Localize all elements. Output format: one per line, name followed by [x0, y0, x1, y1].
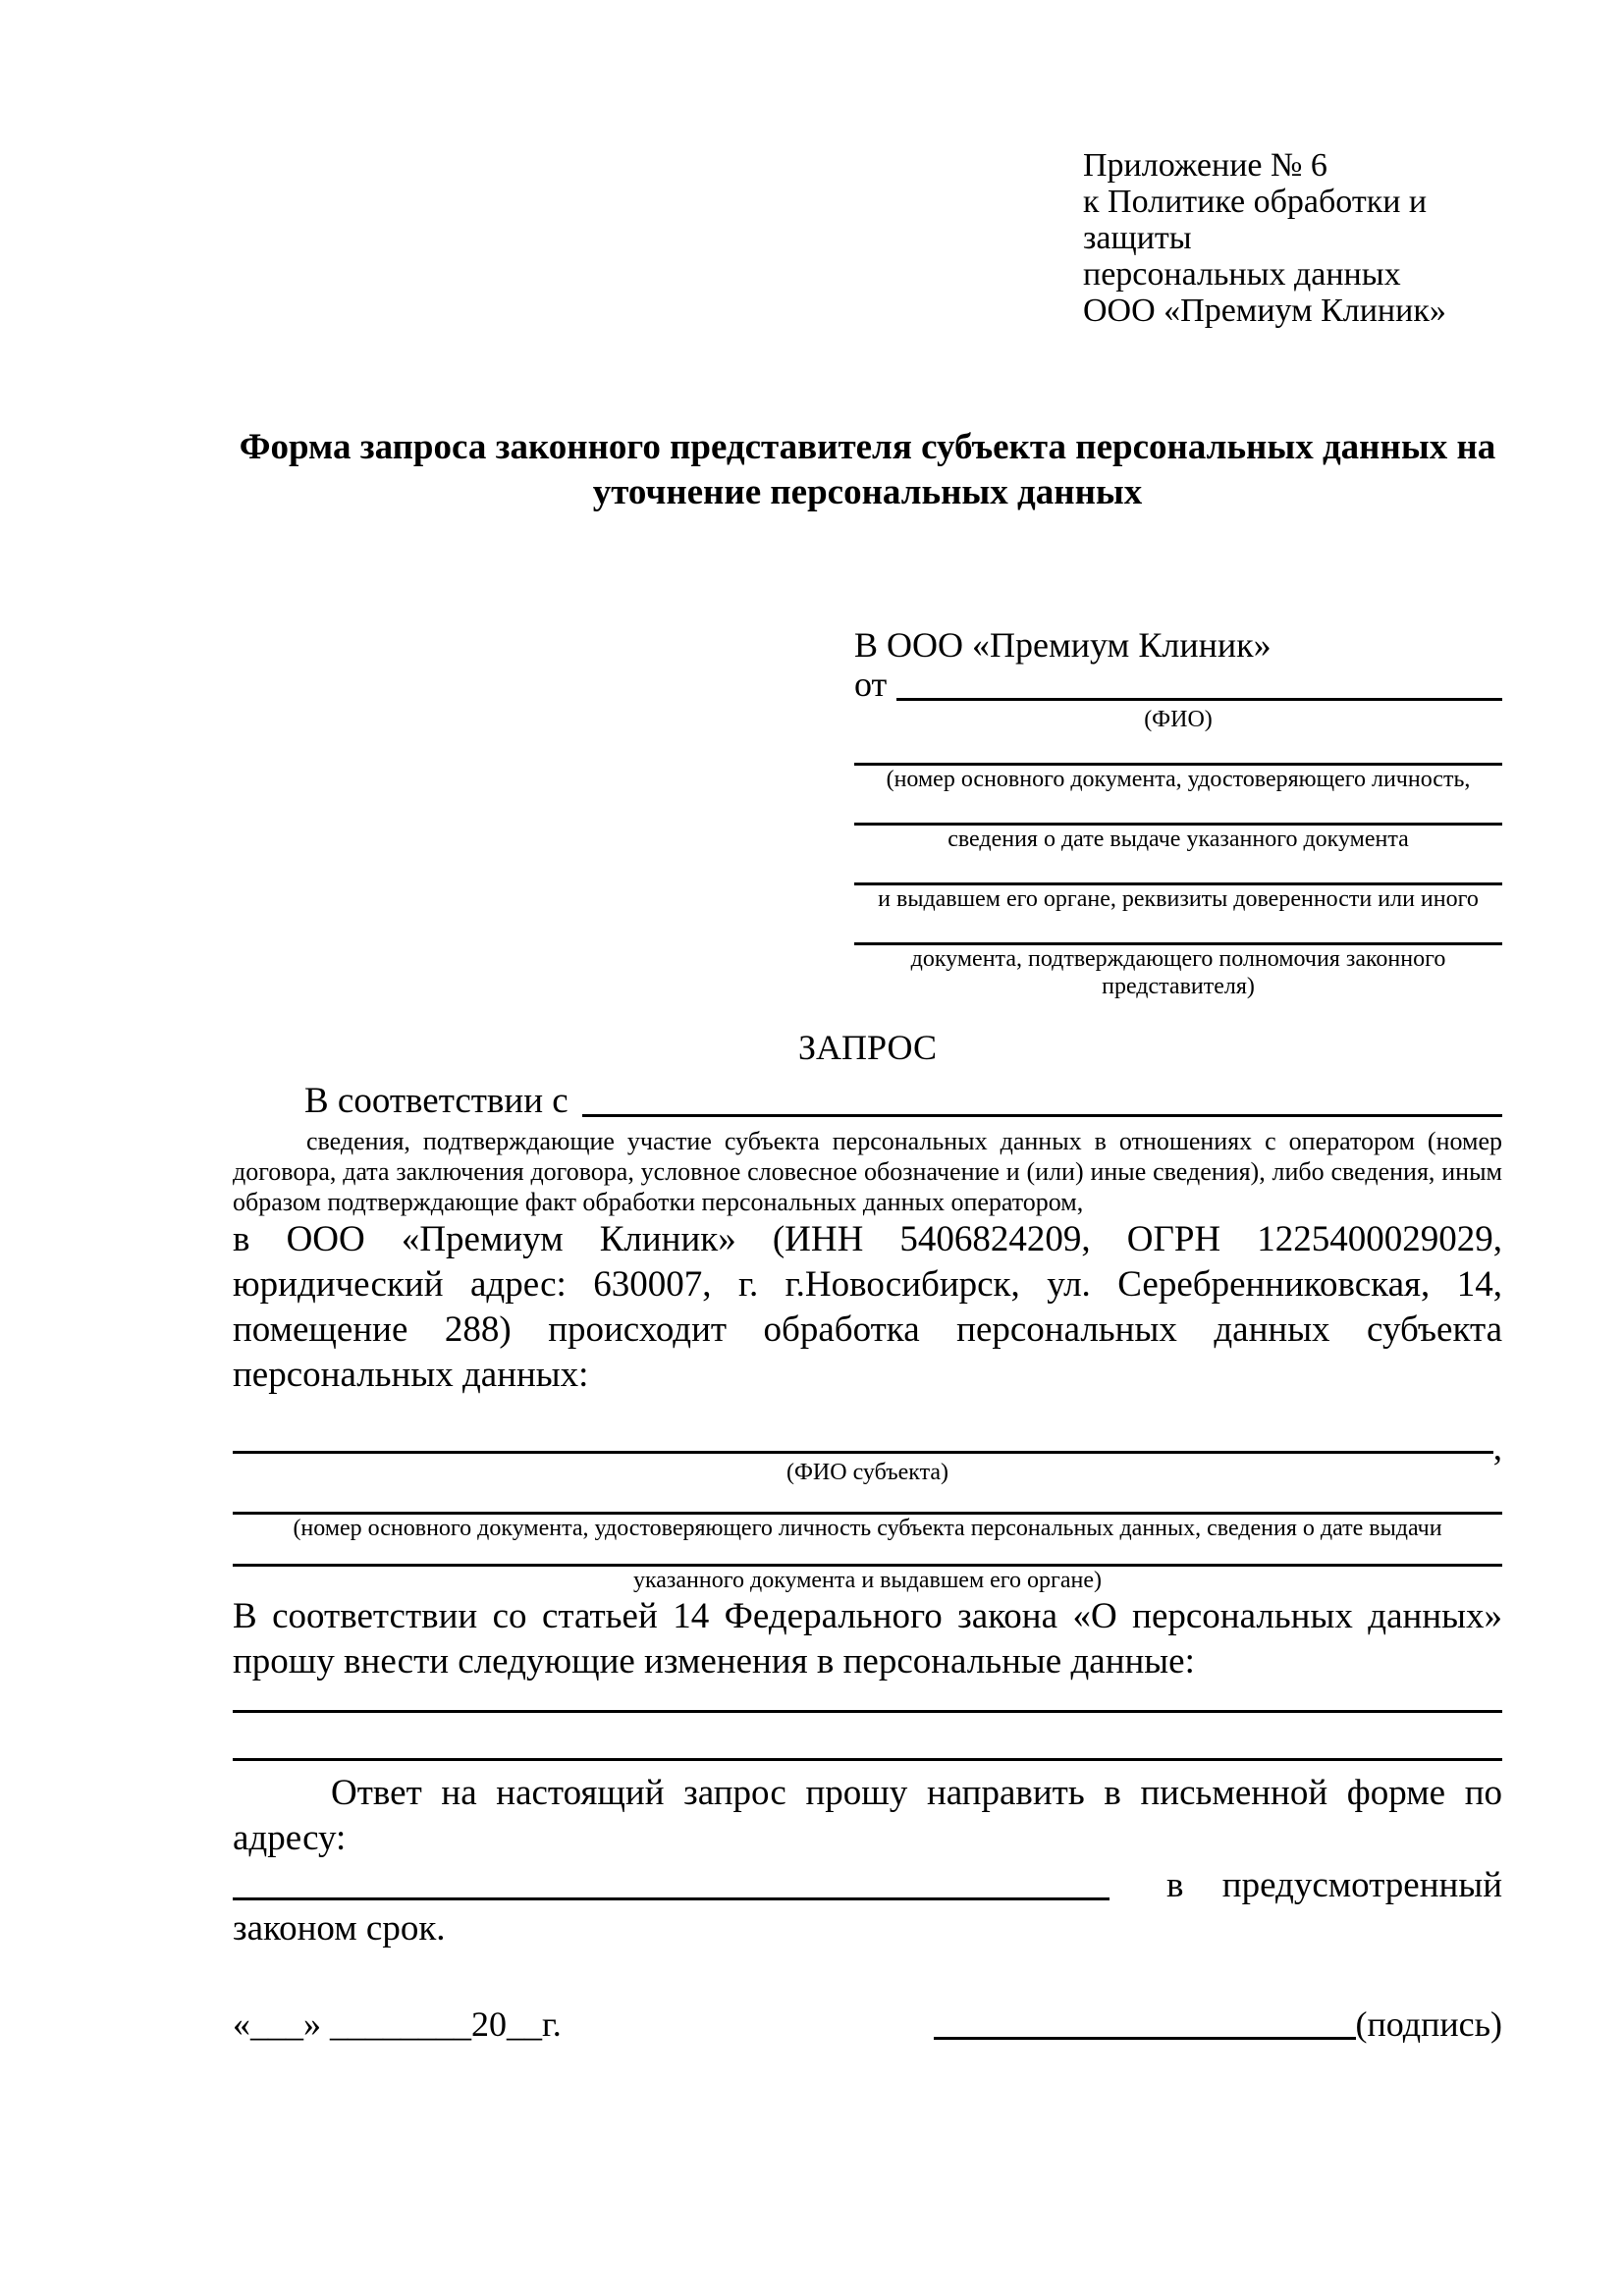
basis-row [233, 1083, 1502, 1122]
amendment-blank-line [233, 1710, 1502, 1713]
reply-inline-words [1110, 1864, 1502, 1906]
subject-fio-row [233, 1419, 1502, 1468]
from-row [854, 667, 1502, 706]
reply-address-blank-line [233, 1897, 1110, 1900]
signature-area [934, 2002, 1502, 2046]
doc-caption: сведения о дате выдаче указанного документа [947, 827, 1409, 852]
footer-row [233, 2002, 1502, 2046]
basis-caption: сведения, подтверждающие участие субъекта персональных данных в отношениях с оператором (номер договора, дата заключения договора, условное словесное обозначение и (или) иные сведения), либо сведения, иным образом подтверждающие факт обработки персональных данных оператором, [233, 1127, 1502, 1216]
reply-paragraph-end: законом срок. [233, 1908, 446, 1949]
doc-caption: документа, подтверждающего полномочия законного представителя) [910, 946, 1446, 999]
doc-detail-row [854, 882, 1502, 913]
subject-doc-caption-1: (номер основного документа, удостоверяющего личность субъекта персональных данных, сведения о дате выдачи [293, 1516, 1442, 1541]
reply-address-row [233, 1861, 1502, 1906]
doc-caption: (номер основного документа, удостоверяющего личность, [886, 767, 1471, 792]
appendix-note-line: персональных данных [1083, 256, 1401, 293]
doc-detail-row [854, 942, 1502, 1000]
from-label: от [854, 665, 888, 704]
doc-detail-row [854, 823, 1502, 853]
form-title: Форма запроса законного представителя субъекта персональных данных на уточнение персональных данных [239, 427, 1496, 512]
subject-fio-blank-line [233, 1451, 1493, 1454]
fio-caption: (ФИО) [1144, 707, 1213, 732]
subject-fio-caption: (ФИО субъекта) [785, 1460, 949, 1485]
signature-caption: (подпись) [1355, 2004, 1502, 2044]
recipient-block [854, 623, 1502, 1000]
doc-caption: и выдавшем его органе, реквизиты доверенности или иного [878, 886, 1479, 912]
subject-doc-caption-2: указанного документа и выдавшем его органе) [632, 1568, 1103, 1593]
appendix-note-line: Приложение № 6 [1083, 147, 1327, 184]
subject-line-comma: , [1492, 1428, 1502, 1468]
appendix-note-line: к Политике обработки и защиты [1083, 184, 1428, 256]
request-heading: ЗАПРОС [798, 1028, 937, 1067]
reply-paragraph-line1: Ответ на настоящий запрос прошу направить в письменной форме по адресу: [233, 1773, 1502, 1858]
basis-prefix: В соответствии с [304, 1081, 568, 1121]
operator-paragraph: в ООО «Премиум Клиник» (ИНН 5406824209, ОГРН 1225400029029, юридический адрес: 630007, г. г.Новосибирск, ул. Серебренниковская, 14, помещение 288) происходит обработка персональных данных субъекта персональных данных: [233, 1219, 1502, 1395]
doc-detail-row [854, 763, 1502, 793]
reply-inline-word: в [1166, 1865, 1184, 1905]
appendix-note-line: ООО «Премиум Клиник» [1083, 293, 1446, 329]
date-line: «___» ________20__г. [233, 2004, 562, 2044]
signature-blank-line [934, 2037, 1356, 2040]
amendment-blank-line [233, 1758, 1502, 1761]
from-blank-line [896, 698, 1502, 701]
appendix-note [1083, 147, 1502, 329]
basis-blank-line [582, 1114, 1502, 1117]
amendment-paragraph: В соответствии со статьей 14 Федерального закона «О персональных данных» прошу внести следующие изменения в персональные данные: [233, 1596, 1502, 1682]
recipient-to: В ООО «Премиум Клиник» [854, 625, 1272, 665]
reply-inline-word: предусмотренный [1221, 1865, 1502, 1905]
